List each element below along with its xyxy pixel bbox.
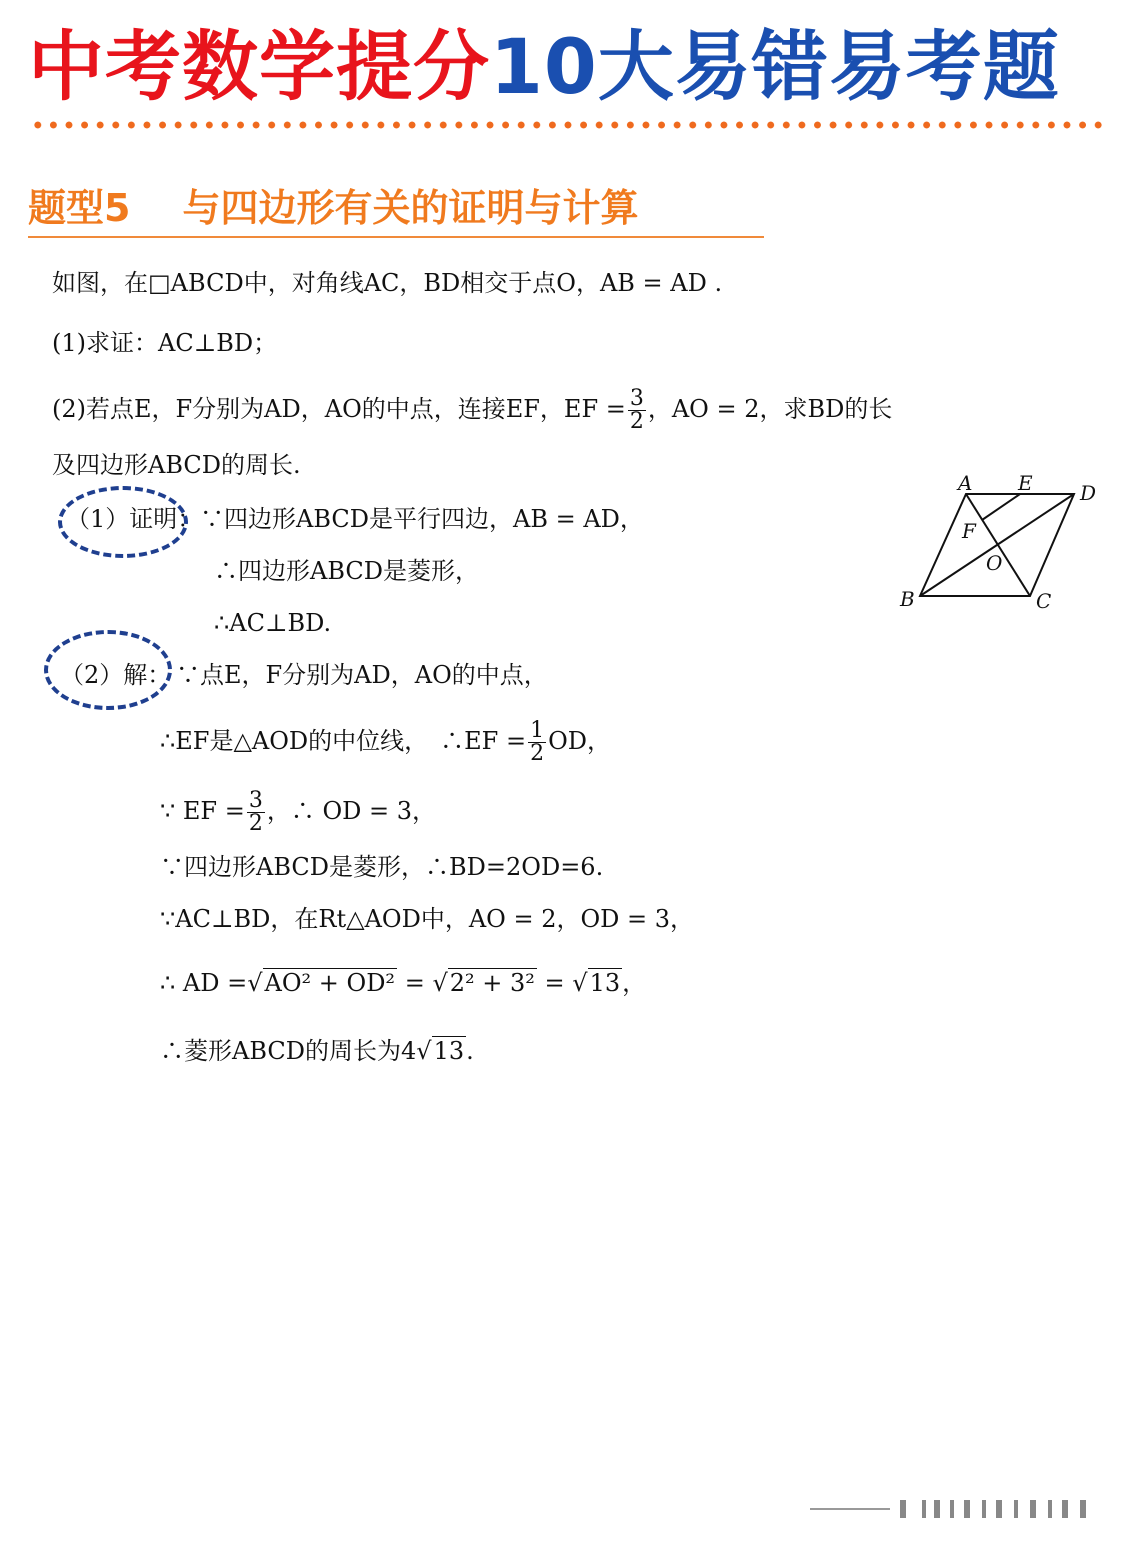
label-c: C (1036, 589, 1052, 613)
segment-ef (982, 494, 1020, 520)
section-heading (28, 184, 764, 238)
radicand-1: AO² + OD² (264, 969, 396, 997)
banner-title-blue: 10大易错易考题 (490, 22, 1060, 111)
solution-2-line-3-b: ，∴ OD = 3， (266, 797, 436, 825)
label-e: E (1018, 471, 1033, 495)
solution-2-line-2-b: OD， (548, 727, 611, 755)
problem-line-1: 如图，在□ABCD中，对角线AC，BD相交于点O，AB = AD . (52, 269, 723, 297)
solution-2-line-6: ∴ AD =√AO² + OD² = √2² + 3² = √13， (160, 969, 647, 997)
solution-2-line-7: ∴菱形ABCD的周长为4√13. (160, 1037, 474, 1065)
diagram-lines (920, 494, 1074, 596)
problem-line-3-a: (2)若点E，F分别为AD，AO的中点，连接EF，EF = (52, 395, 626, 423)
problem-line-3-b: ，AO = 2，求BD的长 (647, 395, 893, 423)
fraction-denominator: 2 (530, 741, 545, 766)
page-banner (28, 22, 1108, 112)
problem-line-2: (1)求证：AC⊥BD； (52, 329, 278, 357)
solution-1-line-3: ∴AC⊥BD. (214, 609, 332, 637)
label-o: O (986, 551, 1003, 575)
problem-line-4: 及四边形ABCD的周长. (52, 451, 301, 479)
watermark (810, 1494, 1110, 1534)
solution-2-line-2 (160, 720, 611, 765)
solution-2-line-1: ∵点E，F分别为AD，AO的中点， (176, 661, 548, 689)
solution-1-label: （1）证明： (66, 505, 202, 533)
radicand-4: 13 (433, 1037, 465, 1065)
equals-1: = (397, 969, 433, 997)
solution-2-line-6-b: ， (622, 969, 647, 997)
fraction-1-2 (528, 720, 546, 765)
fraction-3-2 (628, 388, 646, 433)
fraction-3-2-b (247, 790, 265, 835)
fraction-denominator: 2 (629, 409, 644, 434)
solution-2-label: （2）解： (60, 661, 172, 689)
solution-2-line-7-a: ∴菱形ABCD的周长为4 (160, 1037, 417, 1065)
fraction-denominator: 2 (248, 811, 263, 836)
label-a: A (958, 471, 973, 495)
label-f: F (962, 519, 976, 543)
section-title: 与四边形有关的证明与计算 (182, 186, 639, 230)
label-d: D (1080, 481, 1097, 505)
banner-title-red: 中考数学提分 (28, 22, 490, 111)
rhombus-diagram (896, 470, 1106, 620)
radicand-3: 13 (589, 969, 621, 997)
fraction-numerator: 3 (248, 788, 263, 813)
radicand-2: 2² + 3² (449, 969, 535, 997)
label-b: B (900, 587, 915, 611)
fraction-numerator: 1 (530, 718, 545, 743)
fraction-numerator: 3 (629, 386, 644, 411)
solution-1-line-1: ∵四边形ABCD是平行四边，AB = AD， (200, 505, 644, 533)
solution-2-line-4: ∵四边形ABCD是菱形，∴BD=2OD=6. (160, 853, 604, 881)
solution-2-line-3 (160, 790, 436, 835)
problem-line-3 (52, 388, 892, 433)
solution-2-line-3-a: ∵ EF = (160, 797, 245, 825)
solution-2-line-2-a: ∴EF是△AOD的中位线， ∴EF = (160, 727, 527, 755)
solution-2-line-5: ∵AC⊥BD，在Rt△AOD中，AO = 2，OD = 3， (160, 905, 695, 933)
solution-2-line-7-b: . (466, 1037, 474, 1065)
equals-2: = (536, 969, 573, 997)
solution-2-line-6-a: ∴ AD = (160, 969, 248, 997)
solution-1-line-2: ∴四边形ABCD是菱形， (214, 557, 480, 585)
section-label: 题型5 (28, 186, 131, 230)
dotted-divider (30, 120, 1102, 130)
